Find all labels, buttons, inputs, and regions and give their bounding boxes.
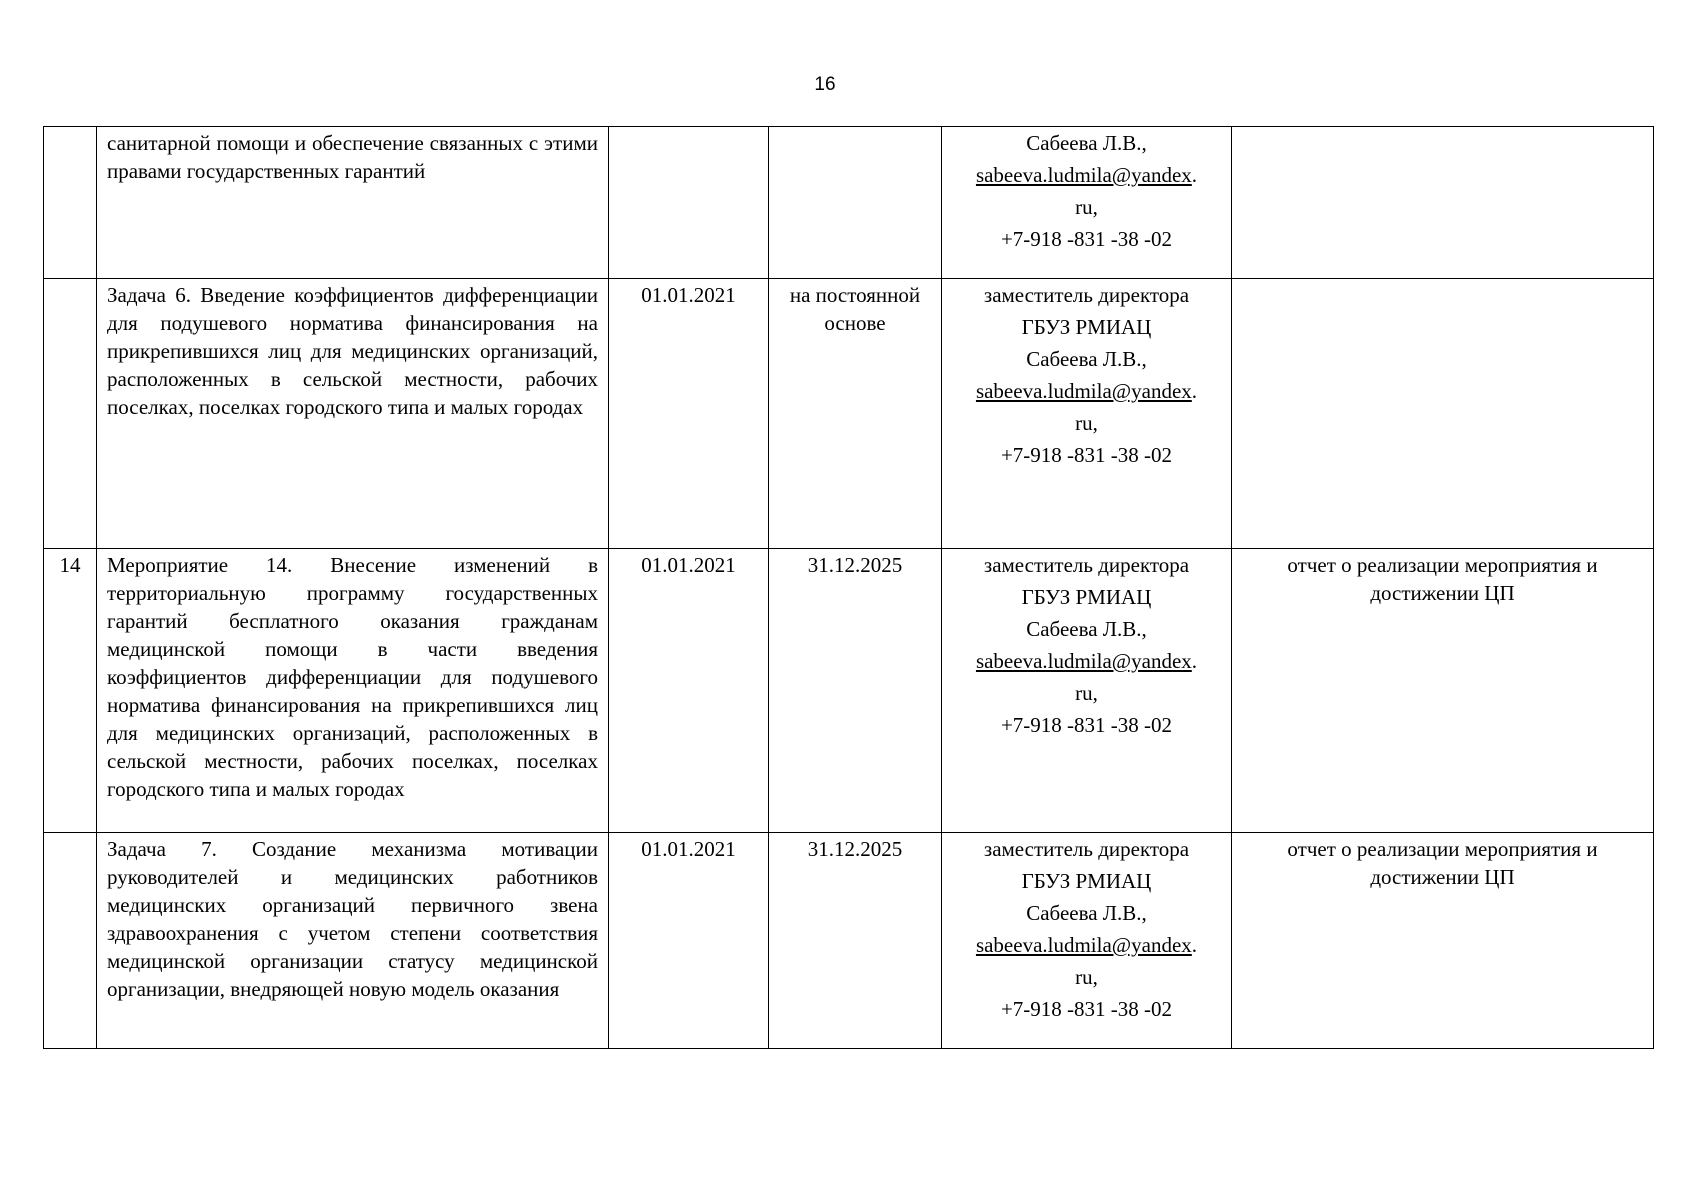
row-end-date <box>769 127 942 279</box>
row-description: санитарной помощи и обеспечение связанных с этими правами государственных гарантий <box>97 127 609 279</box>
responsible-phone: +7-918 -831 -38 -02 <box>1000 997 1173 1021</box>
responsible-email-line <box>952 645 1221 677</box>
row-start-date: 01.01.2021 <box>609 833 769 1049</box>
responsible-email-domain: ru, <box>1075 411 1098 435</box>
responsible-phone: +7-918 -831 -38 -02 <box>1000 713 1173 737</box>
responsible-org: ГБУЗ РМИАЦ <box>1021 585 1152 609</box>
row-result: отчет о реализации мероприятия и достижении ЦП <box>1232 833 1654 1049</box>
row-responsible <box>942 279 1232 549</box>
responsible-email-line <box>952 375 1221 407</box>
responsible-name: Сабеева Л.В., <box>1026 617 1147 641</box>
row-result <box>1232 127 1654 279</box>
responsible-title: заместитель директора <box>983 837 1190 861</box>
responsible-email-domain: ru, <box>1075 965 1098 989</box>
row-start-date <box>609 127 769 279</box>
responsible-title: заместитель директора <box>983 553 1190 577</box>
responsible-org: ГБУЗ РМИАЦ <box>1021 869 1152 893</box>
row-number <box>44 127 97 279</box>
responsible-name: Сабеева Л.В., <box>1026 901 1147 925</box>
table-row <box>44 833 1654 1049</box>
table-row <box>44 127 1654 279</box>
row-responsible <box>942 833 1232 1049</box>
responsible-email-line <box>952 159 1221 191</box>
email-dot: . <box>1191 649 1198 673</box>
row-number: 14 <box>44 549 97 833</box>
row-responsible <box>942 127 1232 279</box>
responsible-email-link[interactable]: sabeeva.ludmila@yandex <box>975 163 1192 187</box>
row-responsible <box>942 549 1232 833</box>
email-dot: . <box>1191 379 1198 403</box>
table-row <box>44 549 1654 833</box>
row-number <box>44 833 97 1049</box>
table-row <box>44 279 1654 549</box>
responsible-phone: +7-918 -831 -38 -02 <box>1000 443 1173 467</box>
row-number <box>44 279 97 549</box>
row-end-date: 31.12.2025 <box>769 549 942 833</box>
responsible-email-domain: ru, <box>1075 681 1098 705</box>
row-start-date: 01.01.2021 <box>609 279 769 549</box>
row-description: Задача 7. Создание механизма мотивации руководителей и медицинских работников медицинских организаций первичного звена здравоохранения с учетом степени соответствия медицинской организации статусу медицинской организации, внедряющей новую модель оказания <box>97 833 609 1049</box>
row-result: отчет о реализации мероприятия и достижении ЦП <box>1232 549 1654 833</box>
row-result <box>1232 279 1654 549</box>
plan-table <box>43 126 1654 1049</box>
responsible-title: заместитель директора <box>983 283 1190 307</box>
responsible-name: Сабеева Л.В., <box>1026 131 1147 155</box>
email-dot: . <box>1191 933 1198 957</box>
responsible-name: Сабеева Л.В., <box>1026 347 1147 371</box>
email-dot: . <box>1191 163 1198 187</box>
responsible-email-link[interactable]: sabeeva.ludmila@yandex <box>975 649 1192 673</box>
responsible-email-domain: ru, <box>1075 195 1098 219</box>
row-end-date: на постоянной основе <box>769 279 942 549</box>
responsible-phone: +7-918 -831 -38 -02 <box>1000 227 1173 251</box>
row-end-date: 31.12.2025 <box>769 833 942 1049</box>
row-description: Задача 6. Введение коэффициентов дифференциации для подушевого норматива финансирования на прикрепившихся лиц для медицинских организаций, расположенных в сельской местности, рабочих поселках, поселках городского типа и малых городах <box>97 279 609 549</box>
row-start-date: 01.01.2021 <box>609 549 769 833</box>
responsible-org: ГБУЗ РМИАЦ <box>1021 315 1152 339</box>
page-number: 16 <box>814 74 836 95</box>
responsible-email-link[interactable]: sabeeva.ludmila@yandex <box>975 933 1192 957</box>
responsible-email-link[interactable]: sabeeva.ludmila@yandex <box>975 379 1192 403</box>
row-description: Мероприятие 14. Внесение изменений в территориальную программу государственных гарантий бесплатного оказания гражданам медицинской помощи в части введения коэффициентов дифференциации для подушевого норматива финансирования на прикрепившихся лиц для медицинских организаций, расположенных в сельской местности, рабочих поселках, поселках городского типа и малых городах <box>97 549 609 833</box>
responsible-email-line <box>952 929 1221 961</box>
